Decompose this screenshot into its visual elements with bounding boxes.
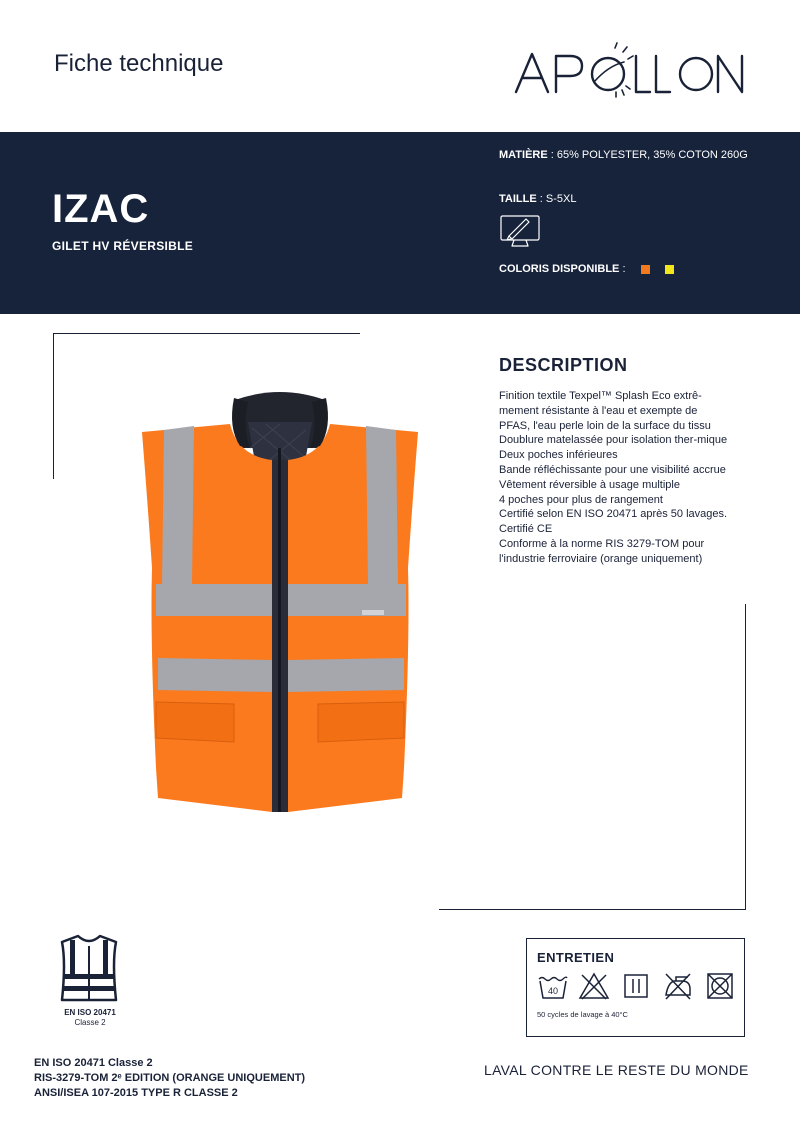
brand-slogan: LAVAL CONTRE LE RESTE DU MONDE (484, 1062, 749, 1078)
frame-right-line (745, 604, 746, 910)
description-item: Vêtement réversible à usage multiple (499, 478, 680, 491)
wash-40-icon (537, 971, 569, 1001)
document-type: Fiche technique (54, 50, 224, 77)
drip-dry-icon (620, 971, 652, 1001)
spec-colors-label: COLORIS DISPONIBLE (499, 263, 620, 275)
spec-material-label: MATIÈRE (499, 149, 548, 161)
spec-material-value: 65% POLYESTER, 35% COTON 260G (556, 149, 748, 161)
description-item: Deux poches inférieures (499, 449, 618, 462)
care-title: ENTRETIEN (537, 950, 615, 965)
frame-top-line (53, 333, 360, 334)
spec-material: MATIÈRE : 65% POLYESTER, 35% COTON 260G (499, 149, 748, 161)
hv-vest-pictogram-icon (56, 932, 122, 1004)
description-item: 4 poches pour plus de rangement (499, 493, 663, 506)
norm-line: EN ISO 20471 Classe 2 (34, 1057, 153, 1069)
frame-bottom-line (439, 909, 746, 910)
product-name: IZAC (52, 187, 150, 231)
description-item: Bande réfléchissante pour une visibilité accrue (499, 463, 726, 476)
frame-left-line (53, 333, 54, 479)
spec-colors: COLORIS DISPONIBLE : (499, 263, 674, 275)
no-iron-icon (662, 971, 694, 1001)
spec-size-value: S-5XL (545, 193, 577, 205)
product-subtitle: GILET HV RÉVERSIBLE (52, 239, 194, 253)
description-item: Certifié selon EN ISO 20471 après 50 lavages. (499, 508, 728, 521)
norm-line: RIS-3279-TOM 2ᵉ EDITION (ORANGE UNIQUEMENT) (34, 1072, 306, 1084)
color-swatch-orange (641, 265, 650, 274)
description-item: Certifié CE (499, 523, 553, 536)
spec-size-label: TAILLE (499, 193, 537, 205)
wash-temperature: 40 (547, 986, 559, 996)
norm-line: ANSI/ISEA 107-2015 TYPE R CLASSE 2 (34, 1087, 238, 1099)
apollon-logo (512, 42, 748, 98)
tablet-pen-icon (500, 213, 540, 249)
norms-list (34, 1056, 305, 1101)
care-note: 50 cycles de lavage à 40°C (537, 1010, 628, 1019)
no-dry-clean-icon (704, 971, 736, 1001)
pictogram-class: Classe 2 (74, 1018, 106, 1027)
vest-image (130, 388, 430, 818)
pictogram-norm: EN ISO 20471 (64, 1008, 116, 1017)
description-item: Finition textile Texpel™ Splash Eco extrê-mement résistante à l'eau et exempte de PFAS, l'eau perle loin de la surface du tissu (499, 390, 711, 432)
description-item: Conforme à la norme RIS 3279-TOM pour l'industrie ferroviaire (orange uniquement) (499, 537, 705, 565)
description-item: Doublure matelassée pour isolation ther-mique (499, 434, 728, 447)
no-bleach-icon (578, 971, 610, 1001)
spec-size: TAILLE : S-5XL (499, 193, 577, 205)
description-list (499, 389, 731, 567)
description-title: DESCRIPTION (499, 355, 628, 375)
color-swatch-yellow (665, 265, 674, 274)
